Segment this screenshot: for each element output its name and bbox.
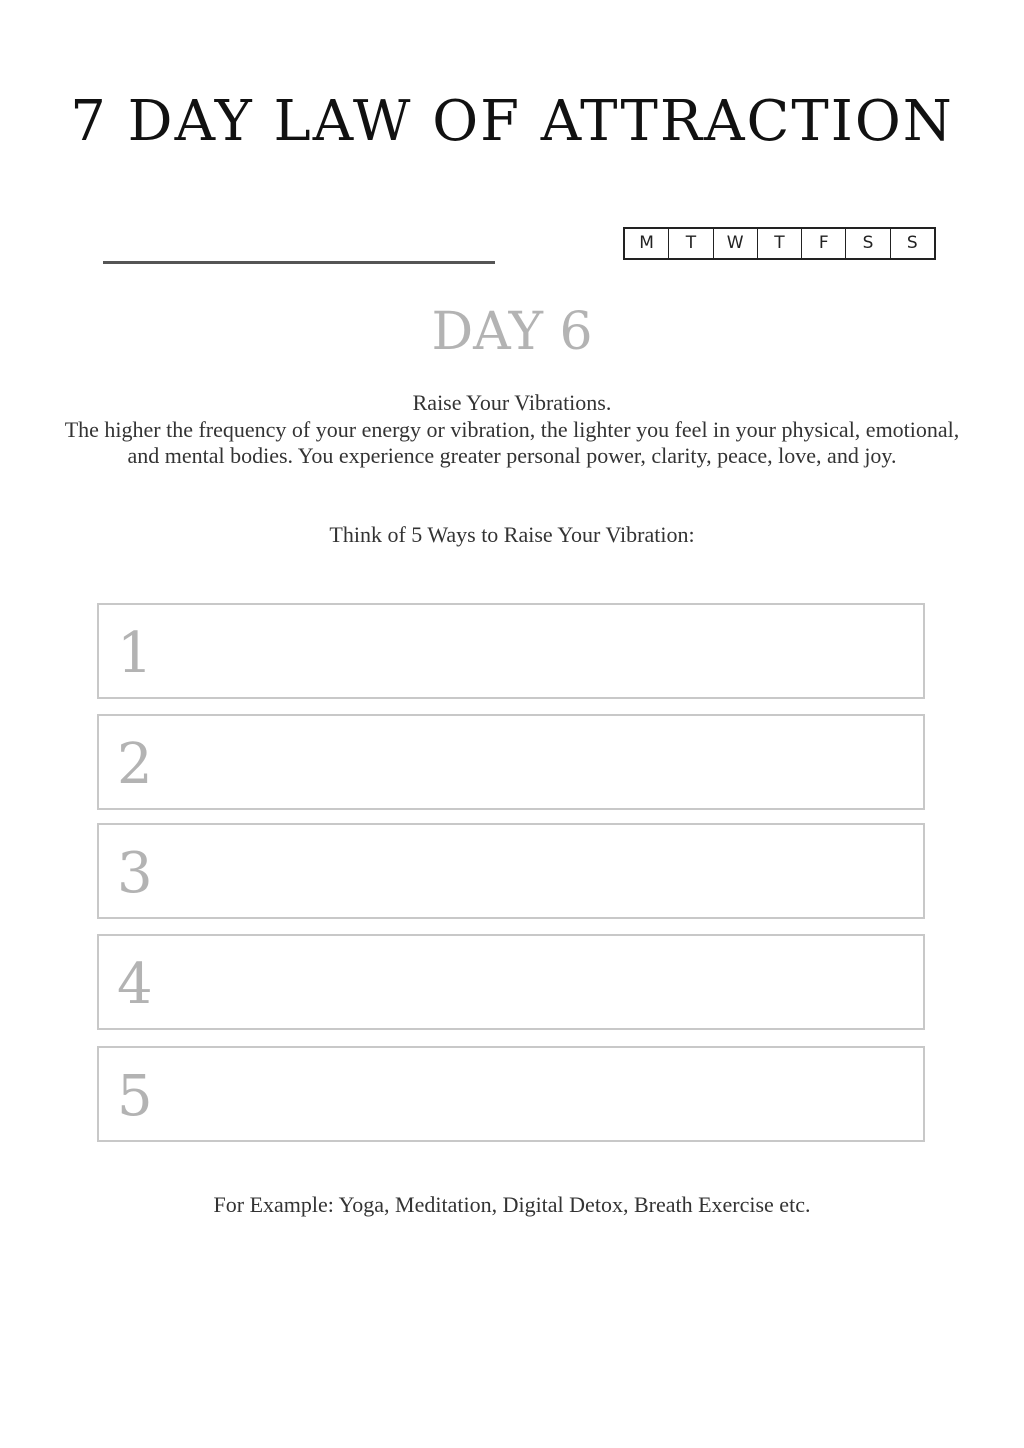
page-title: 7 DAY LAW OF ATTRACTION [70, 89, 954, 154]
weekday-tuesday[interactable]: T [669, 229, 713, 258]
answer-box-2[interactable] [97, 714, 925, 810]
prompt-text: Think of 5 Ways to Raise Your Vibration: [329, 522, 695, 547]
answer-number: 1 [117, 621, 153, 686]
weekday-sunday[interactable]: S [906, 233, 918, 253]
answer-number: 3 [117, 841, 153, 906]
day-heading: DAY 6 [431, 302, 593, 362]
weekday-friday[interactable]: F [802, 229, 846, 258]
intro-headline: Raise Your Vibrations. [412, 390, 612, 415]
answer-number: 2 [117, 732, 153, 797]
answer-number: 5 [117, 1064, 153, 1129]
answer-box-4[interactable] [97, 934, 925, 1030]
weekday-saturday[interactable]: S [846, 229, 890, 258]
weekday-thursday[interactable]: T [758, 229, 802, 258]
weekday-selector [623, 227, 936, 260]
example-text: For Example: Yoga, Meditation, Digital Detox, Breath Exercise etc. [213, 1192, 811, 1217]
weekday-wednesday[interactable]: W [714, 229, 758, 258]
answer-box-1[interactable] [97, 603, 925, 699]
answer-box-3[interactable] [97, 823, 925, 919]
date-write-line[interactable] [103, 261, 495, 264]
answer-number: 4 [117, 952, 153, 1017]
answer-box-5[interactable] [97, 1046, 925, 1142]
intro-body: The higher the frequency of your energy or vibration, the lighter you feel in your physical, emotional, and mental bodies. You experience greater personal power, clarity, peace, love, and joy. [64, 416, 960, 468]
intro-text [60, 390, 964, 470]
weekday-monday[interactable]: M [625, 229, 669, 258]
